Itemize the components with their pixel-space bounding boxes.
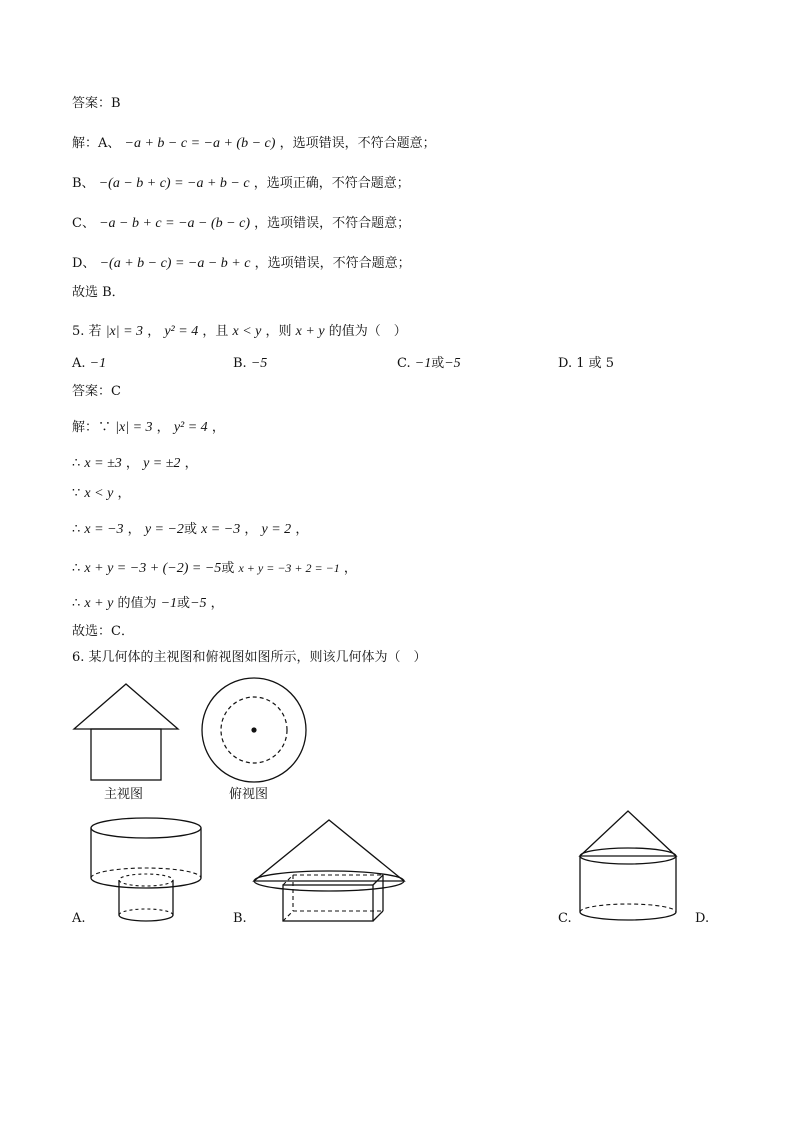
text: ，选项错误，不符合题意； <box>254 256 411 271</box>
text: 或 <box>177 596 191 611</box>
math-expression: |x| = 3 <box>115 420 153 435</box>
math-expression: |x| = 3 <box>105 324 144 339</box>
solution-step-1 <box>72 418 225 438</box>
text: ， <box>244 522 258 537</box>
front-view-square <box>91 729 161 780</box>
question-5-stem <box>72 322 407 342</box>
option-a <box>72 354 106 374</box>
solution-step-2 <box>72 454 198 474</box>
option-b-figure <box>252 815 412 925</box>
math-expression: x + y <box>84 596 114 611</box>
solution-d <box>72 254 411 274</box>
conclusion-line: 故选 B． <box>72 285 125 300</box>
math-expression: −a + b − c = −a + (b − c) <box>124 136 276 151</box>
solution-a <box>72 134 436 154</box>
math-expression: x < y <box>232 324 262 339</box>
math-expression: −5 <box>444 356 461 371</box>
text: ，且 <box>202 324 229 339</box>
option-b-label: B. <box>233 911 247 926</box>
text: 解：∵ <box>72 420 112 435</box>
math-expression: −1 <box>160 596 178 611</box>
option-a-figure <box>88 815 208 925</box>
math-expression: y² = 4 <box>164 324 199 339</box>
text: D、 <box>72 256 96 271</box>
text: ， <box>156 420 170 435</box>
math-expression: −a − b + c = −a − (b − c) <box>99 216 250 231</box>
text: B、 <box>72 176 95 191</box>
conclusion-line: 故选：C． <box>72 624 134 639</box>
text: ， <box>117 486 131 501</box>
math-expression: y = ±2 <box>143 456 181 471</box>
math-expression: y² = 4 <box>173 420 208 435</box>
solution-step-3 <box>72 484 130 504</box>
option-label: C. <box>397 356 411 371</box>
answer-line: 答案：B <box>72 96 121 111</box>
solution-step-5 <box>72 558 357 579</box>
therefore-symbol: ∴ <box>72 561 81 576</box>
math-expression: y = −2 <box>144 522 184 537</box>
front-view-figure <box>72 682 182 782</box>
math-expression: x = −3 <box>84 522 124 537</box>
solution-b <box>72 174 410 194</box>
text: ， <box>125 456 139 471</box>
math-expression: x = −3 <box>201 522 241 537</box>
math-expression: −1 <box>414 356 432 371</box>
text: ， <box>127 522 141 537</box>
therefore-symbol: ∴ <box>72 596 81 611</box>
text: 或 <box>221 561 235 576</box>
text: 或 <box>431 356 445 371</box>
text: ， <box>184 456 198 471</box>
option-d: D. 1 或 5 <box>558 356 615 371</box>
text: ， <box>211 420 225 435</box>
text: ，选项错误，不符合题意； <box>279 136 436 151</box>
solution-step-6 <box>72 594 224 614</box>
therefore-symbol: ∴ <box>72 456 81 471</box>
text: ， <box>210 596 224 611</box>
question-6-stem: 6. 某几何体的主视图和俯视图如图所示，则该几何体为（ ） <box>72 650 427 665</box>
math-expression: x < y <box>84 486 114 501</box>
text: 的值为 <box>117 596 157 611</box>
math-expression: x + y = −3 + (−2) = −5 <box>84 561 222 576</box>
top-view-figure <box>199 675 309 785</box>
text: ， <box>343 561 357 576</box>
option-c-label: C. <box>558 911 572 926</box>
option-d-label: D. <box>695 911 710 926</box>
math-expression: −5 <box>190 596 207 611</box>
math-expression: x + y <box>295 324 325 339</box>
text: 解：A、 <box>72 136 121 151</box>
front-view-triangle <box>74 684 178 729</box>
math-expression: x + y = −3 + 2 = −1 <box>238 561 340 575</box>
top-view-center-dot <box>251 727 256 732</box>
top-view-label: 俯视图 <box>229 787 269 802</box>
math-expression: x = ±3 <box>84 456 122 471</box>
solution-step-4 <box>72 520 308 540</box>
text: ， <box>147 324 161 339</box>
option-label: A. <box>72 356 86 371</box>
answer-line: 答案：C <box>72 384 121 399</box>
text: ，选项错误，不符合题意； <box>254 216 411 231</box>
text: C、 <box>72 216 95 231</box>
text: 的值为（ ） <box>328 324 407 339</box>
math-expression: −(a − b + c) = −a + b − c <box>98 176 250 191</box>
math-expression: y = 2 <box>261 522 292 537</box>
text: ， <box>295 522 309 537</box>
math-expression: −5 <box>250 356 268 371</box>
text: 5. 若 <box>72 324 102 339</box>
therefore-symbol: ∴ <box>72 522 81 537</box>
text: ，则 <box>265 324 292 339</box>
front-view-label: 主视图 <box>104 787 144 802</box>
option-a-label: A. <box>72 911 86 926</box>
math-expression: −(a + b − c) = −a − b + c <box>99 256 251 271</box>
because-symbol: ∵ <box>72 486 81 501</box>
option-label: B. <box>233 356 247 371</box>
solution-c <box>72 214 410 234</box>
math-expression: −1 <box>89 356 107 371</box>
text: 或 <box>183 522 197 537</box>
option-c-figure <box>576 808 686 928</box>
option-c <box>397 354 461 374</box>
text: ，选项正确，不符合题意； <box>253 176 410 191</box>
option-b <box>233 354 267 374</box>
